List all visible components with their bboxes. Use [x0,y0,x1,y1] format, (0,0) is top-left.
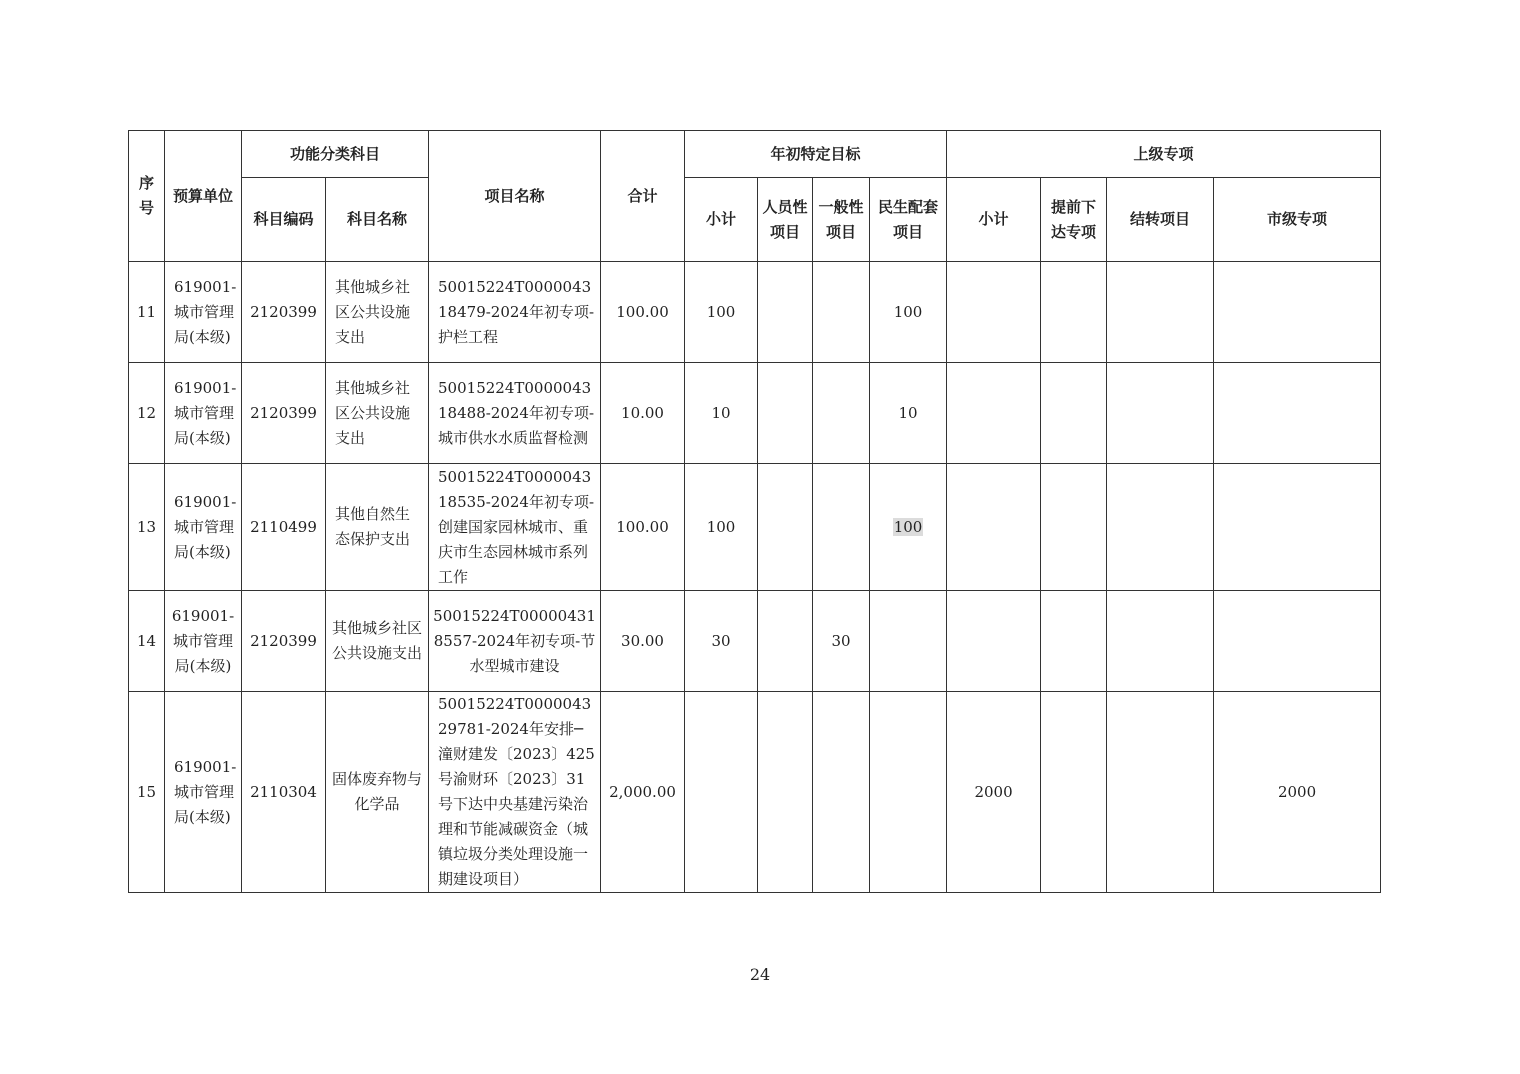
cell-sp-carryover [1107,591,1214,692]
table-row [129,464,1381,591]
cell-subject: 其他城乡社区公共设施支出 [326,262,429,363]
cell-code: 2110304 [242,692,326,893]
cell-at-livelihood [870,692,947,893]
cell-seq: 14 [129,591,165,692]
header-unit: 预算单位 [165,131,242,262]
cell-sp-carryover [1107,464,1214,591]
cell-subject: 固体废弃物与化学品 [326,692,429,893]
cell-project: 50015224T000004329781-2024年安排─潼财建发〔2023〕425号渝财环〔2023〕31号下达中央基建污染治理和节能减碳资金（城镇垃圾分类处理设施一期建设项目） [429,692,601,893]
cell-at-personnel [758,692,813,893]
cell-sp-carryover [1107,262,1214,363]
cell-sp-advance [1041,262,1107,363]
cell-total: 2,000.00 [601,692,685,893]
header-sp-advance: 提前下达专项 [1041,178,1107,262]
cell-at-personnel [758,464,813,591]
cell-at-general: 30 [813,591,870,692]
header-row-2 [129,178,1381,262]
cell-total: 30.00 [601,591,685,692]
header-project-name: 项目名称 [429,131,601,262]
cell-project: 50015224T000004318488-2024年初专项-城市供水水质监督检测 [429,363,601,464]
cell-at-general [813,692,870,893]
cell-project: 50015224T000004318479-2024年初专项-护栏工程 [429,262,601,363]
cell-subject: 其他城乡社区公共设施支出 [326,591,429,692]
cell-subject: 其他自然生态保护支出 [326,464,429,591]
cell-project: 50015224T000004318535-2024年初专项-创建国家园林城市、重庆市生态园林城市系列工作 [429,464,601,591]
cell-sp-subtotal: 2000 [947,692,1041,893]
cell-at-general [813,262,870,363]
header-annual-target: 年初特定目标 [685,131,947,178]
cell-sp-advance [1041,591,1107,692]
cell-unit: 619001-城市管理局(本级) [165,464,242,591]
table-row [129,363,1381,464]
cell-sp-city [1214,262,1381,363]
cell-total: 10.00 [601,363,685,464]
cell-sp-city [1214,363,1381,464]
cell-at-general [813,363,870,464]
cell-sp-subtotal [947,591,1041,692]
header-subject-code: 科目编码 [242,178,326,262]
header-at-livelihood: 民生配套项目 [870,178,947,262]
cell-sp-subtotal [947,363,1041,464]
cell-at-personnel [758,363,813,464]
cell-at-personnel [758,262,813,363]
cell-at-livelihood [870,464,947,591]
cell-sp-carryover [1107,692,1214,893]
cell-sp-advance [1041,363,1107,464]
cell-unit: 619001-城市管理局(本级) [165,363,242,464]
header-sp-city: 市级专项 [1214,178,1381,262]
cell-at-general [813,464,870,591]
budget-table [128,130,1381,893]
cell-sp-subtotal [947,262,1041,363]
cell-at-subtotal [685,692,758,893]
header-at-subtotal: 小计 [685,178,758,262]
header-sp-subtotal: 小计 [947,178,1041,262]
header-sp-carryover: 结转项目 [1107,178,1214,262]
cell-sp-subtotal [947,464,1041,591]
cell-seq: 13 [129,464,165,591]
cell-seq: 15 [129,692,165,893]
header-at-personnel: 人员性项目 [758,178,813,262]
header-total: 合计 [601,131,685,262]
page-number: 24 [749,965,771,984]
header-superior: 上级专项 [947,131,1381,178]
cell-code: 2120399 [242,363,326,464]
cell-seq: 11 [129,262,165,363]
cell-subject: 其他城乡社区公共设施支出 [326,363,429,464]
header-func-category: 功能分类科目 [242,131,429,178]
cell-unit: 619001-城市管理局(本级) [165,692,242,893]
cell-code: 2110499 [242,464,326,591]
cell-sp-city: 2000 [1214,692,1381,893]
header-subject-name: 科目名称 [326,178,429,262]
cell-seq: 12 [129,363,165,464]
cell-sp-city [1214,464,1381,591]
cell-at-livelihood [870,591,947,692]
cell-code: 2120399 [242,591,326,692]
table-row [129,591,1381,692]
cell-at-subtotal: 100 [685,262,758,363]
cell-sp-advance [1041,464,1107,591]
cell-sp-carryover [1107,363,1214,464]
cell-unit: 619001-城市管理局(本级) [165,591,242,692]
highlighted-value: 100 [893,517,923,536]
table-row [129,262,1381,363]
cell-at-livelihood: 100 [870,262,947,363]
cell-total: 100.00 [601,262,685,363]
header-seq: 序号 [129,131,165,262]
cell-unit: 619001-城市管理局(本级) [165,262,242,363]
cell-at-personnel [758,591,813,692]
header-at-general: 一般性项目 [813,178,870,262]
cell-sp-advance [1041,692,1107,893]
header-row-1 [129,131,1381,178]
cell-code: 2120399 [242,262,326,363]
cell-at-livelihood: 10 [870,363,947,464]
cell-at-subtotal: 100 [685,464,758,591]
table-row [129,692,1381,893]
cell-sp-city [1214,591,1381,692]
cell-project: 50015224T000004318557-2024年初专项-节水型城市建设 [429,591,601,692]
cell-at-subtotal: 10 [685,363,758,464]
cell-at-subtotal: 30 [685,591,758,692]
cell-total: 100.00 [601,464,685,591]
